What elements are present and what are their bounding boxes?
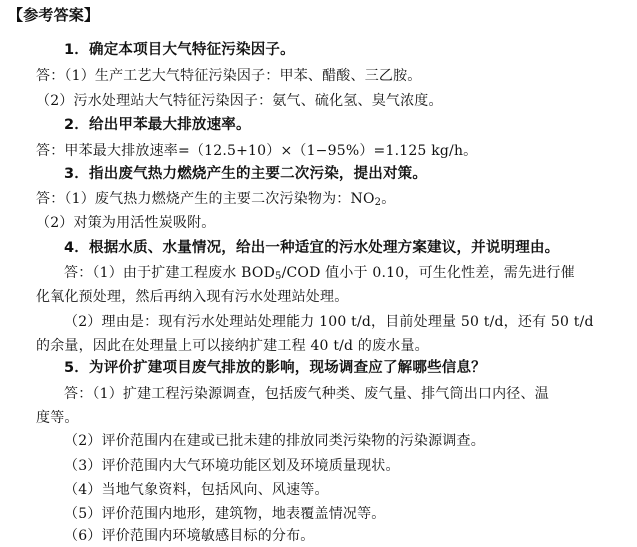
section-title: 【参考答案】 xyxy=(8,6,100,24)
answer-4-2: （2）理由是：现有污水处理站处理能力 100 t/d，目前处理量 50 t/d，还有 50 t/d xyxy=(64,314,594,330)
answer-4-1-text: 答：（1）由于扩建工程废水 BOD xyxy=(64,265,276,281)
answer-4-1 xyxy=(64,263,575,283)
answer-5-3: （3）评价范围内大气环境功能区划及环境质量现状。 xyxy=(64,458,400,474)
answer-1-1: 答：（1）生产工艺大气特征污染因子：甲苯、醋酸、三乙胺。 xyxy=(36,68,422,84)
question-5: 5．为评价扩建项目废气排放的影响，现场调查应了解哪些信息？ xyxy=(64,360,486,376)
answer-5-4: （4）当地气象资料，包括风向、风速等。 xyxy=(64,482,329,498)
answer-5-2: （2）评价范围内在建或已批未建的排放同类污染物的污染源调查。 xyxy=(64,433,485,449)
answer-4-1-subscript: 5 xyxy=(275,271,282,282)
answer-5-5: （5）评价范围内地形，建筑物，地表覆盖情况等。 xyxy=(64,506,386,522)
answer-5-1-cont: 度等。 xyxy=(36,410,79,426)
answer-2-1: 答：甲苯最大排放速率=（12.5+10）×（1−95%）=1.125 kg/h。 xyxy=(36,143,478,159)
question-4: 4．根据水质、水量情况，给出一种适宜的污水处理方案建议，并说明理由。 xyxy=(64,240,560,256)
question-3: 3．指出废气热力燃烧产生的主要二次污染，提出对策。 xyxy=(64,166,428,182)
answer-5-1: 答：（1）扩建工程污染源调查，包括废气种类、废气量、排气筒出口内径、温 xyxy=(64,386,549,402)
answer-4-1-cont: 化氧化预处理，然后再纳入现有污水处理站处理。 xyxy=(36,289,349,305)
answer-1-2: （2）污水处理站大气特征污染因子：氨气、硫化氢、臭气浓度。 xyxy=(36,93,443,109)
answer-3-1 xyxy=(36,189,395,209)
answer-3-1-end: 。 xyxy=(381,191,396,207)
answer-3-2: （2）对策为用活性炭吸附。 xyxy=(36,215,216,231)
question-1: 1．确定本项目大气特征污染因子。 xyxy=(64,42,295,58)
question-2: 2．给出甲苯最大排放速率。 xyxy=(64,117,251,133)
answer-3-1-subscript: 2 xyxy=(374,197,382,208)
answer-4-2-cont: 的余量，因此在处理量上可以接纳扩建工程 40 t/d 的废水量。 xyxy=(36,338,429,354)
answer-4-1-end: /COD 值小于 0.10，可生化性差，需先进行催 xyxy=(281,265,575,281)
answer-3-1-text: 答：（1）废气热力燃烧产生的主要二次污染物为：NO xyxy=(36,191,375,207)
answer-5-6: （6）评价范围内环境敏感目标的分布。 xyxy=(64,528,315,544)
